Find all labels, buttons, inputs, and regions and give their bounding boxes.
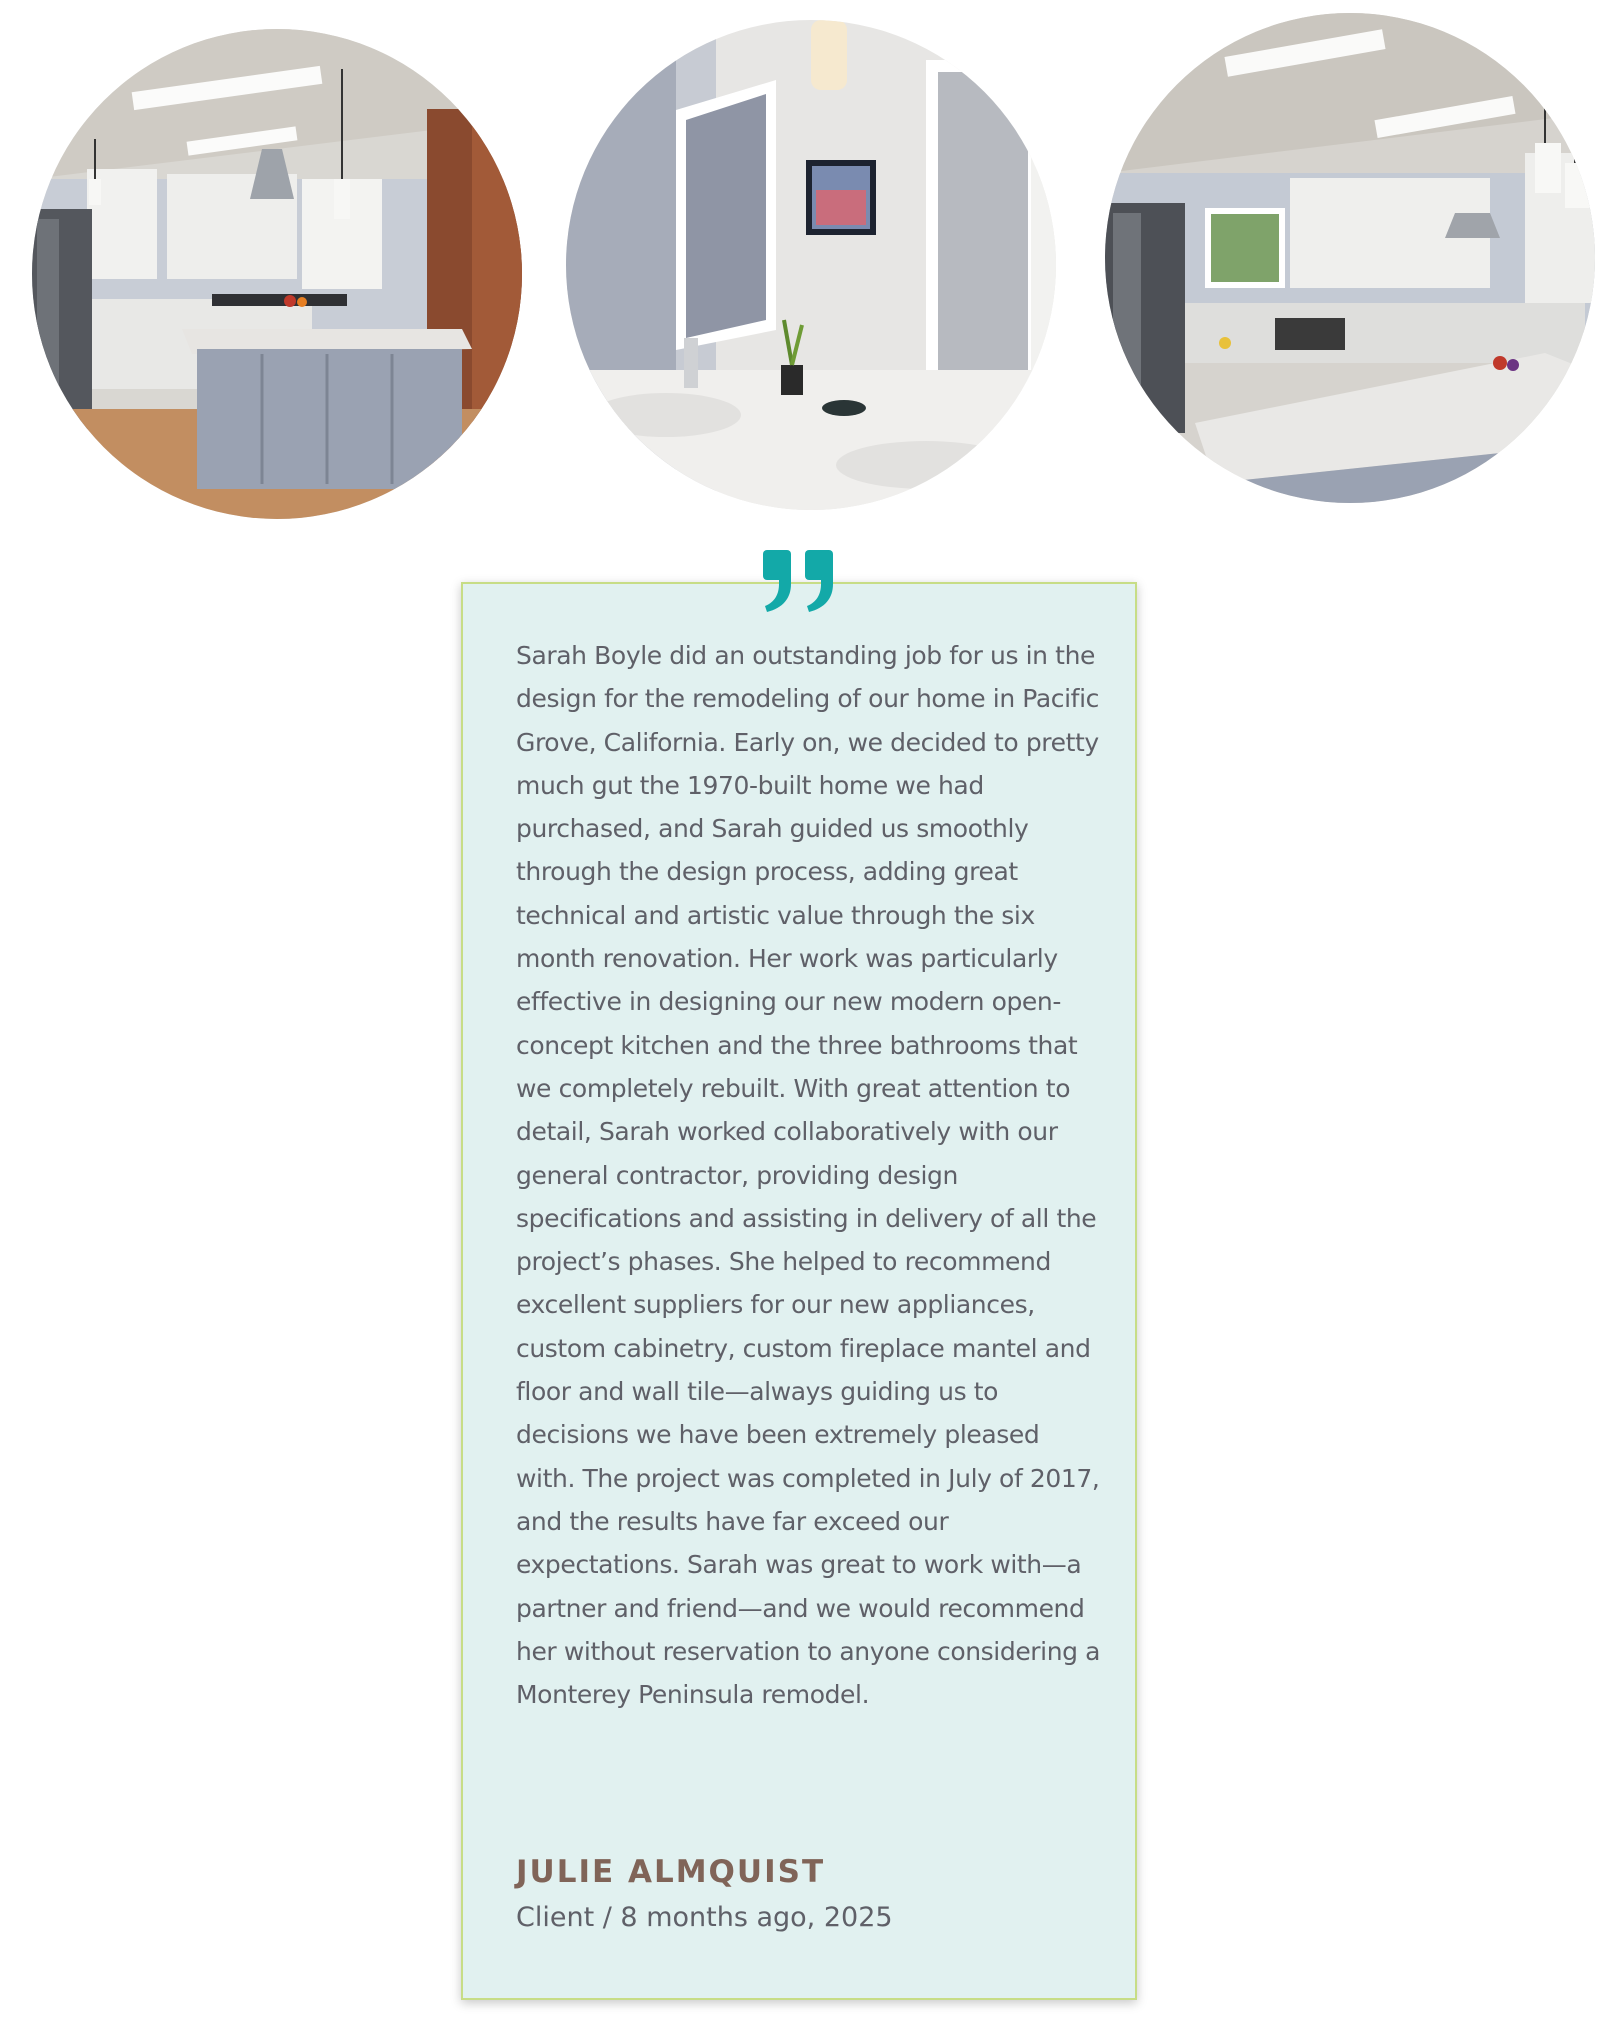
testimonial-card xyxy=(461,582,1137,2000)
gallery-photo-kitchen[interactable] xyxy=(32,29,522,519)
testimonial-author-meta: Client / 8 months ago, 2025 xyxy=(516,1902,893,1933)
bathroom-vanity-photo xyxy=(566,20,1056,510)
kitchen-photo xyxy=(32,29,522,519)
testimonial-quote-text: Sarah Boyle did an outstanding job for us in the design for the remodeling of our home in Pacific Grove, California. Early on, we decided to pretty much gut the 1970-built home we had purchased, and Sarah guided us smoothly through the design process, adding great technical and artistic value through the six month renovation. Her work was particularly effective in designing our new modern open-concept kitchen and the three bathrooms that we completely rebuilt. With great attention to detail, Sarah worked collaboratively with our general contractor, providing design specifications and assisting in delivery of all the project’s phases. She helped to recommend excellent suppliers for our new appliances, custom cabinetry, custom fireplace mantel and floor and wall tile—always guiding us to decisions we have been extremely pleased with. The project was completed in July of 2017, and the results have far exceed our expectations. Sarah was great to work with—a partner and friend—and we would recommend her without reservation to anyone considering a Monterey Peninsula remodel. xyxy=(516,641,1101,1710)
gallery-photo-bathroom[interactable] xyxy=(566,20,1056,510)
gallery-photo-kitchen-island[interactable] xyxy=(1105,13,1595,503)
kitchen-island-photo xyxy=(1105,13,1595,503)
testimonial-author-name: JULIE ALMQUIST xyxy=(516,1854,826,1890)
quote-mark-icon xyxy=(761,548,837,614)
